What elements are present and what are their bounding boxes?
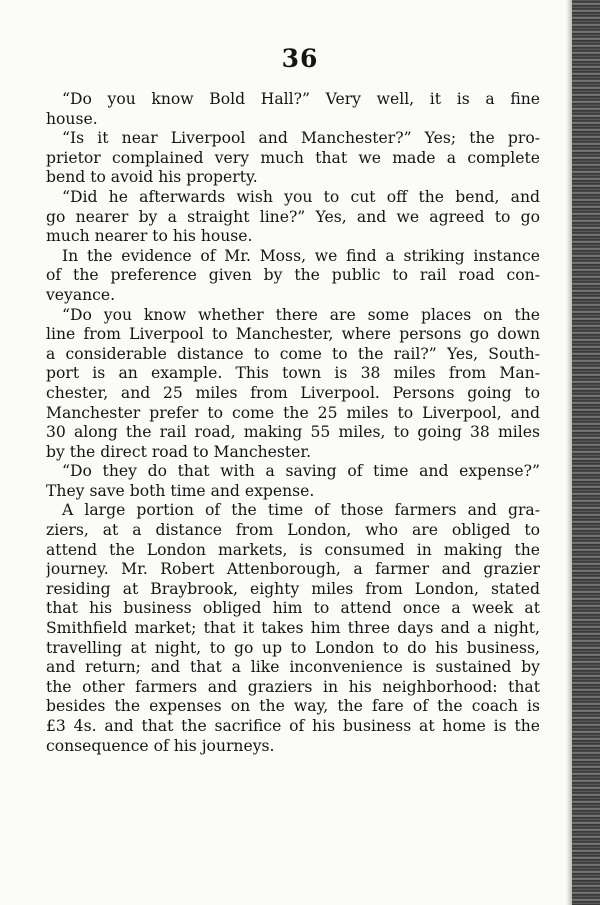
text-line: Manchester prefer to come the 25 miles to Liverpool, and [46,403,540,422]
text-line: go nearer by a straight line?” Yes, and we agreed to go [46,207,540,226]
text-line: “Do they do that with a saving of time and expense?” [62,462,540,481]
text-line: by the direct road to Manchester. [46,442,312,461]
text-line: “Is it near Liverpool and Manchester?” Yes; the pro- [62,129,540,148]
text-line: port is an example. This town is 38 miles from Man- [46,364,540,383]
text-line: besides the expenses on the way, the fare of the coach is [46,697,540,716]
text-line: bend to avoid his property. [46,168,258,187]
text-line: the other farmers and graziers in his neighborhood: that [46,677,540,696]
text-line: much nearer to his house. [46,227,253,246]
text-line: that his business obliged him to attend once a week at [46,599,540,618]
page-number: 36 [281,44,319,73]
text-line: consequence of his journeys. [46,736,275,755]
text-line: a considerable distance to come to the rail?” Yes, South- [46,344,540,363]
text-line: of the preference given by the public to rail road con- [46,266,540,285]
text-line: travelling at night, to go up to London to do his business, [46,638,540,657]
text-line: veyance. [46,285,116,304]
text-line: chester, and 25 miles from Liverpool. Persons going to [46,383,540,402]
text-line: Smithfield market; that it takes him three days and a night, [46,619,540,638]
text-line: attend the London markets, is consumed in making the [46,540,540,559]
text-line: 30 along the rail road, making 55 miles, to going 38 miles [46,423,540,442]
text-line: In the evidence of Mr. Moss, we find a striking instance [62,246,540,265]
text-line: ziers, at a distance from London, who are obliged to [46,521,540,540]
text-line: “Do you know whether there are some places on the [62,305,540,324]
text-line: house. [46,109,98,128]
text-line: They save both time and expense. [46,481,315,500]
text-line: “Do you know Bold Hall?” Very well, it is a fine [62,90,540,108]
text-line: journey. Mr. Robert Attenborough, a farmer and grazier [46,560,540,579]
text-line: “Did he afterwards wish you to cut off the bend, and [62,187,540,206]
text-line: residing at Braybrook, eighty miles from London, stated [46,579,540,598]
text-line: A large portion of the time of those farmers and gra- [62,501,540,520]
book-spine [572,0,600,905]
body-text [46,90,540,756]
text-line: prietor complained very much that we made a complete [46,148,540,167]
text-line: and return; and that a like inconvenience is sustained by [46,658,540,677]
text-line: £3 4s. and that the sacrifice of his business at home is the [46,717,540,735]
text-line: line from Liverpool to Manchester, where persons go down [46,325,540,344]
